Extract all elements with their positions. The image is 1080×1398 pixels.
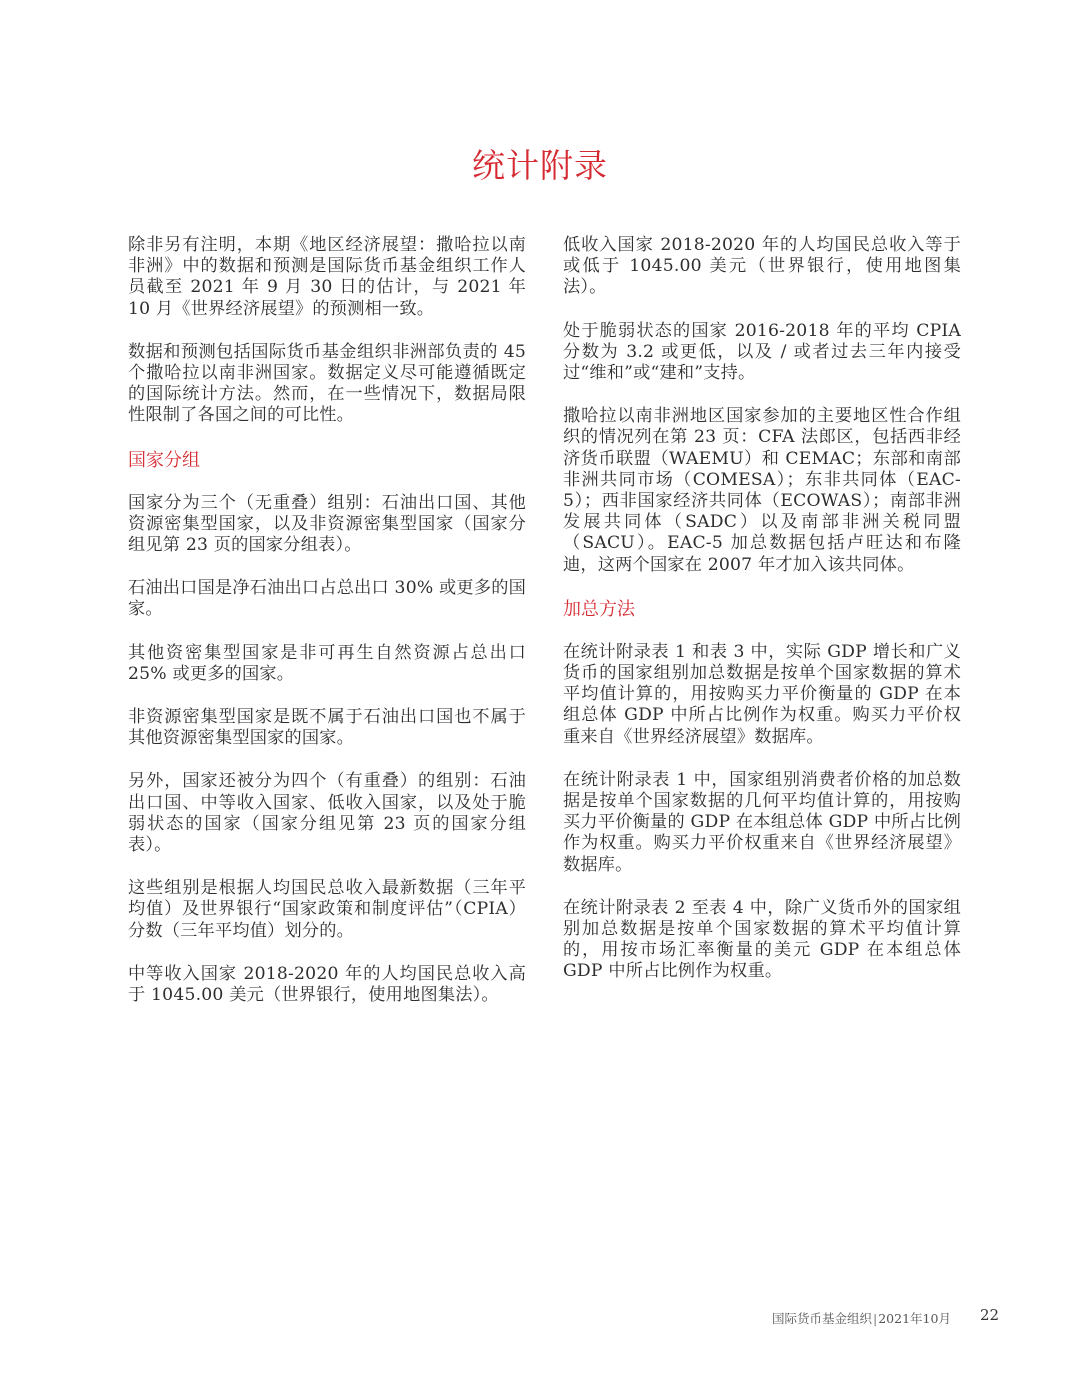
paragraph-intro: 除非另有注明，本期《地区经济展望：撒哈拉以南非洲》中的数据和预测是国际货币基金组织工作人员截至 2021 年 9 月 30 日的估计，与 2021 年 10 月《世界经济展望》的预测相一致。: [128, 235, 526, 319]
paragraph-middle-income: 中等收入国家 2018-2020 年的人均国民总收入高于 1045.00 美元（世界银行，使用地图集法）。: [128, 963, 526, 1006]
paragraph-aggregation-tables-2-4: 在统计附录表 2 至表 4 中，除广义货币外的国家组别加总数据是按单个国家数据的算术平均值计算的，用按市场汇率衡量的美元 GDP 在本组总体 GDP 中所占比例作为权重。: [563, 897, 961, 982]
paragraph-group-criteria: 这些组别是根据人均国民总收入最新数据（三年平均值）及世界银行“国家政策和制度评估”（CPIA）分数（三年平均值）划分的。: [128, 878, 526, 941]
paragraph-three-groups: 国家分为三个（无重叠）组别：石油出口国、其他资源密集型国家，以及非资源密集型国家（国家分组见第 23 页的国家分组表）。: [128, 492, 526, 556]
paragraph-low-income: 低收入国家 2018-2020 年的人均国民总收入等于或低于 1045.00 美元（世界银行，使用地图集法）。: [563, 235, 961, 298]
section-heading-aggregation-methods: 加总方法: [563, 598, 635, 620]
paragraph-coverage: 数据和预测包括国际货币基金组织非洲部负责的 45 个撒哈拉以南非洲国家。数据定义尽可能遵循既定的国际统计方法。然而，在一些情况下，数据局限性限制了各国之间的可比性。: [128, 341, 526, 426]
footer-date: 2021年10月: [878, 1311, 951, 1326]
paragraph-oil-exporters: 石油出口国是净石油出口占总出口 30% 或更多的国家。: [128, 578, 526, 620]
paragraph-aggregation-tables-1-3: 在统计附录表 1 和表 3 中，实际 GDP 增长和广义货币的国家组别加总数据是按单个国家数据的算术平均值计算的，用按购买力平价衡量的 GDP 在本组总体 GDP 中所占比例作为权重。购买力平价权重来自《世界经济展望》数据库。: [563, 641, 961, 747]
left-column: [128, 235, 526, 1028]
paragraph-aggregation-consumer-prices: 在统计附录表 1 中，国家组别消费者价格的加总数据是按单个国家数据的几何平均值计算的，用按购买力平价衡量的 GDP 在本组总体 GDP 中所占比例作为权重。购买力平价权重来自《世界经济展望》数据库。: [563, 769, 961, 875]
page-title: 统计附录: [472, 146, 608, 185]
footer-separator: |: [873, 1311, 878, 1326]
paragraph-regional-organizations: 撒哈拉以南非洲地区国家参加的主要地区性合作组织的情况列在第 23 页：CFA 法郎区，包括西非经济货币联盟（WAEMU）和 CEMAC；东部和南部非洲共同市场（COMESA）；东非共同体（EAC-5）；西非国家经济共同体（ECOWAS）；南部非洲发展共同体（SADC）以及南部非洲关税同盟（SACU）。EAC-5 加总数据包括卢旺达和布隆迪，这两个国家在 2007 年才加入该共同体。: [563, 406, 961, 575]
paragraph-four-groups: 另外，国家还被分为四个（有重叠）的组别：石油出口国、中等收入国家、低收入国家，以及处于脆弱状态的国家（国家分组见第 23 页的国家分组表）。: [128, 771, 526, 856]
paragraph-non-resource-intensive: 非资源密集型国家是既不属于石油出口国也不属于其他资源密集型国家的国家。: [128, 707, 526, 749]
page-footer: [772, 1309, 951, 1327]
footer-publisher: 国际货币基金组织: [772, 1311, 873, 1326]
section-heading-country-groups: 国家分组: [128, 449, 200, 471]
paragraph-fragile-states: 处于脆弱状态的国家 2016-2018 年的平均 CPIA 分数为 3.2 或更低，以及 / 或者过去三年内接受过“维和”或“建和”支持。: [563, 320, 961, 384]
right-column: [563, 235, 961, 1005]
paragraph-resource-intensive: 其他资密集型国家是非可再生自然资源占总出口 25% 或更多的国家。: [128, 642, 526, 684]
page-number: 22: [980, 1306, 1000, 1324]
